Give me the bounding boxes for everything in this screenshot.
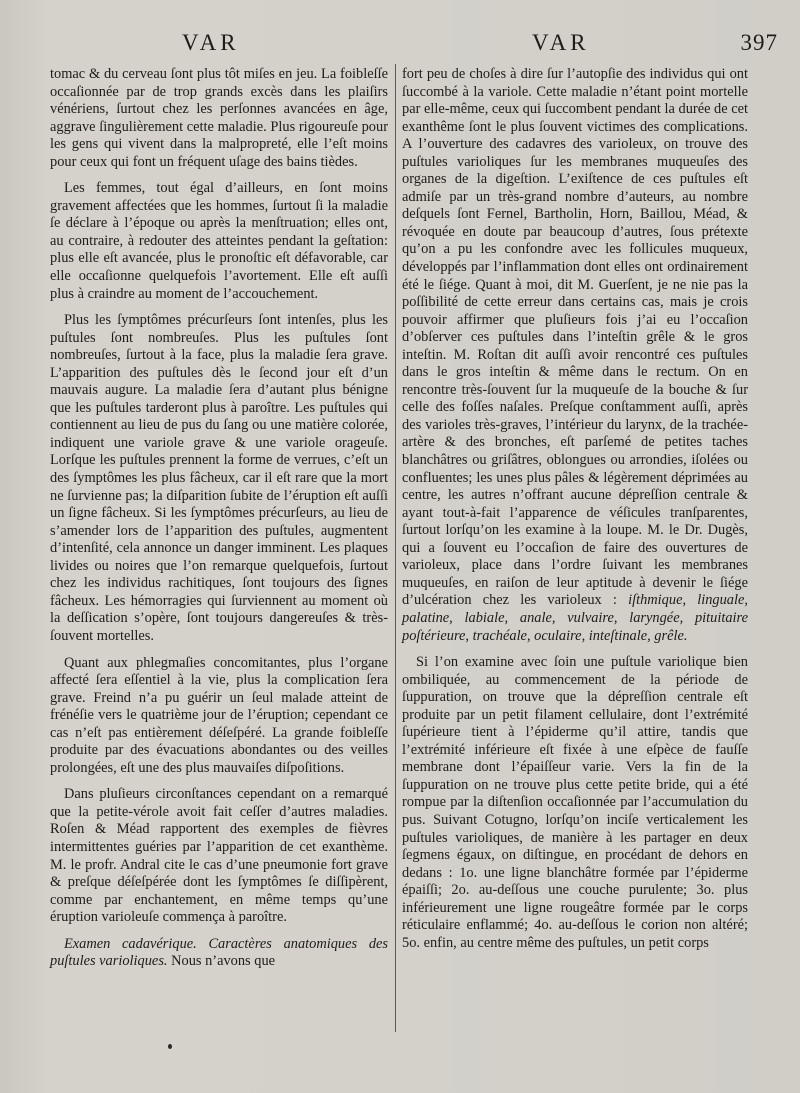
right-column <box>402 66 748 961</box>
page-number: 397 <box>740 30 778 55</box>
running-head-left: VAR <box>182 30 240 55</box>
running-head <box>40 30 778 58</box>
column-divider <box>395 64 396 1032</box>
paragraph <box>402 66 748 645</box>
paragraph: Quant aux phlegmaſies concomitantes, plus l’organe affecté ſera eſſentiel à la vie, plus la complication ſera grave. Freind n’a pu guérir un ſeul malade atteint de frénéſie vers le quatrième jour de l’éruption; cependant ce cas n’eſt pas entièrement déſeſpéré. La grande foibleſſe produite par des évacuations abondantes ou des veilles prolongées, eſt une des plus mauvaiſes diſpoſitions. <box>50 654 388 776</box>
paragraph: tomac & du cerveau ſont plus tôt miſes en jeu. La foibleſſe occaſionnée par de trop grands excès dans les plaiſirs vénériens, ſurtout chez les perſonnes avancées en âge, aggrave ſingulièrement cette maladie. Plus rigoureuſe pour les gens qui vivent dans la malpropreté, elle l’eſt moins pour ceux qui font un fréquent uſage des bains tièdes. <box>50 66 388 170</box>
section-heading: Examen cadavérique. Caractères anatomiques des puſtules varioliques. <box>50 935 388 970</box>
paragraph: Dans pluſieurs circonſtances cependant on a remarqué que la petite-vérole avoit fait ceſſer d’autres maladies. Roſen & Méad rapportent des exemples de fièvres intermittentes guéries par l’apparition de cet exanthème. M. le profr. Andral cite le cas d’une pneumonie fort grave & preſque déſeſpérée dont les ſymptômes ſe diſſipèrent, comme par enchantement, en même temps qu’une éruption varioleuſe commença à paroître. <box>50 786 388 926</box>
paragraph-text: fort peu de choſes à dire ſur l’autopſie des individus qui ont ſuccombé à la variole. Cette maladie n’étant point mortelle par elle-même, ceux qui ſuccombent pendant la durée de cet exanthême ſont le plus ſouvent victimes des complications. A l’ouverture des cadavres des varioleux, on trouve des puſtules varioliques ſur les membranes muqueuſes des organes de la digeſtion. L’exiſtence de ces puſtules eſt admiſe par un très-grand nombre d’auteurs, au nombre deſquels ſont Fernel, Bartholin, Horn, Baillou, Méad, & révoquée en doute par beaucoup d’autres, ſous prétexte qu’on a pu les confondre avec les follicules muqueux, développés par l’inflammation dont elles ont ordinairement été le ſiége. Quant à moi, dit M. Guerſent, je ne nie pas la poſſibilité de cette erreur dans certains cas, mais je crois pouvoir affirmer que pluſieurs fois j’ai eu l’occaſion d’obſerver ces puſtules dans l’inteſtin grêle & le gros inteſtin. M. Roſtan dit auſſi avoir rencontré ces puſtules dans le gros inteſtin & même dans le rectum. On en rencontre très-ſouvent ſur la muqueuſe de la bouche & ſur celle des foſſes naſales. Preſque conſtamment auſſi, après des varioles très-graves, l’intérieur du larynx, de la trachée-artère & des bronches, eſt parſemé de petites taches blanchâtres ou griſâtres, oblongues ou arrondies, iſolées ou confluentes; les unes plus pâles & légèrement déprimées au centre, les autres n’offrant aucune dépreſſion centrale & ayant tout-à-fait l’apparence de véſicules tranſparentes, ſurtout lorſqu’on les examine à la loupe. M. le Dr. Dugès, qui a ſouvent eu l’occaſion de faire des ouvertures de varioleux, place dans l’ordre ſuivant les membranes muqueuſes, en raiſon de leur aptitude à devenir le ſiége d’ulcération chez les varioleux : <box>402 66 749 609</box>
paragraph: Si l’on examine avec ſoin une puſtule variolique bien ombiliquée, au commencement de la période de ſuppuration, on trouve que la dépreſſion centrale eſt produite par un petit filament cellulaire, dont l’extrémité ſupérieure tient à l’épiderme qu’il attire, tandis que l’extrémité inférieure eſt fixée à une eſpèce de fauſſe membrane dont l’épaiſſeur varie. Vers la fin de la ſuppuration on ne trouve plus cette petite bride, qui a été rompue par la diſtenſion occaſionnée par l’accumulation du pus. Suivant Cotugno, lorſqu’on inciſe verticalement les puſtules varioliques, de manière à les partager en deux ſegmens égaux, on diſtingue, en procédant de dehors en dedans : 1o. une ligne blanchâtre formée par l’épiderme épaiſſi; 2o. au-deſſous une couche purulente; 3o. plus inférieurement une ligne rougeâtre formée par le corps réticulaire enflammé; 4o. au-deſſous le corion non altéré; 5o. enfin, au centre même des puſtules, un petit corps <box>402 654 748 951</box>
left-column <box>50 66 388 980</box>
section-paragraph <box>50 936 388 971</box>
membrane-list: iſthmique, linguale, palatine, labiale, anale, vulvaire, laryngée, pituitaire poſtérieure, trachéale, oculaire, inteſtinale, grêle. <box>402 592 748 644</box>
ink-spot <box>168 1044 172 1049</box>
running-head-right: VAR <box>532 30 590 55</box>
paragraph: Plus les ſymptômes précurſeurs ſont intenſes, plus les puſtules ſont nombreuſes. Plus les puſtules ſont nombreuſes, ſurtout à la face, plus la maladie ſera grave. L’apparition des puſtules dès le ſecond jour eſt d’un mauvais augure. La maladie ſera d’autant plus bénigne que les puſtules tarderont plus à paroître. Les puſtules qui contiennent au lieu de pus du ſang ou une matière colorée, indiquent une variole grave & une variole orageuſe. Lorſque les puſtules prennent la forme de verrues, c’eſt un des ſymptômes les plus fâcheux, car il eſt rare que la mort ne ſurvienne pas; la diſparition ſubite de l’éruption eſt auſſi un ſigne fâcheux. Si les ſymptômes précurſeurs, au lieu de s’amender lors de l’apparition des puſtules, augmentent d’intenſité, cela annonce un danger imminent. Les plaques livides ou noires que l’on remarque quelquefois, ſurtout chez les individus rachitiques, ſont toujours des ſignes fâcheux. Les hémorragies qui ſurviennent au moment où la deſſication s’opère, ſont toujours dangereuſes & très-ſouvent mortelles. <box>50 312 388 644</box>
paragraph: Les femmes, tout égal d’ailleurs, en ſont moins gravement affectées que les hommes, ſurtout ſi la maladie ſe déclare à l’époque ou après la menſtruation; elles ont, au contraire, à redouter des atteintes pendant la geſtation: plus elle eſt avancée, plus le pronoſtic eſt défavorable, car elle occaſionne quelquefois l’avortement. Elle eſt auſſi plus à craindre au moment de l’accouchement. <box>50 180 388 302</box>
section-text: Nous n’avons que <box>167 953 276 970</box>
